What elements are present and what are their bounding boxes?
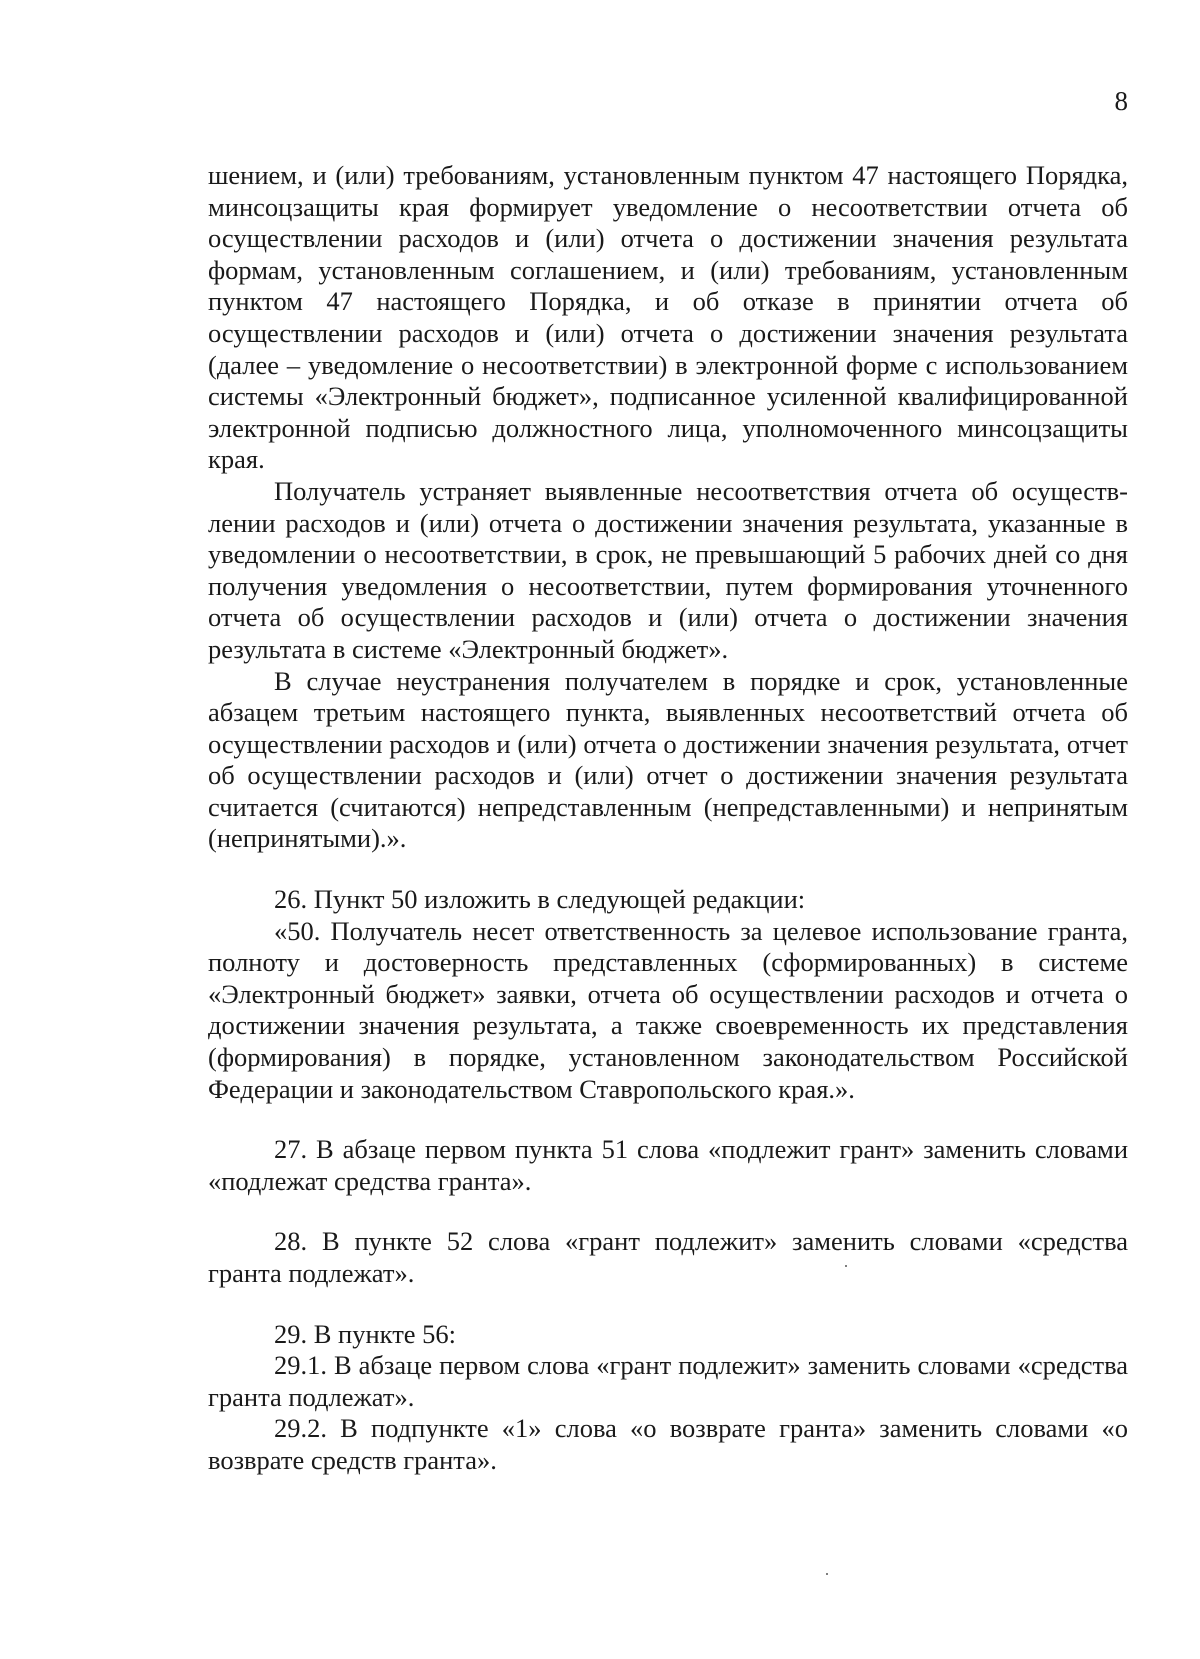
paragraph-continuation: шением, и (или) требованиям, установленным пунктом 47 настоящего Порядка, минсоцзащиты края формирует уведомление о несоответствии отчета об осуществлении расходов и (или) отчета о достижении значения результата формам, установленным соглашением, и (или) требованиям, установленным пунктом 47 настоящего Порядка, и об отказе в принятии отчета об осуществлении расходов и (или) отчета о достижении значения результата (далее – уведомление о несоответствии) в электронной форме с использованием системы «Электронный бюджет», подписанное усиленной квалифицированной электронной подписью должностного лица, уполномоченного минсоцзащиты края.: [208, 160, 1128, 475]
item-28: 28. В пункте 52 слова «грант подлежит» заменить словами «средства гранта подлежат».: [208, 1226, 1128, 1288]
item-29-2: 29.2. В подпункте «1» слова «о возврате гранта» заменить словами «о возврате средств гранта».: [208, 1413, 1128, 1475]
scan-speck: [845, 1265, 847, 1267]
item-29-1: 29.1. В абзаце первом слова «грант подлежит» заменить словами «средства гранта подлежат».: [208, 1350, 1128, 1412]
paragraph: Получатель устраняет выявленные несоответствия отчета об осуществлении расходов и (или) отчета о достижении значения результата, указанные в уведомлении о несоответствии, в срок, не превышающий 5 рабочих дней со дня получения уведомления о несоответствии, путем формирования уточненного отчета об осуществлении расходов и (или) отчета о достижении значения результата в системе «Электронный бюджет».: [208, 475, 1128, 664]
page-number: 8: [1114, 86, 1128, 116]
scan-speck: [826, 1573, 828, 1575]
item-50-new-text: «50. Получатель несет ответственность за целевое использование гранта, полноту и достоверность представленных (сформированных) в системе «Электронный бюджет» заявки, отчета об осуществлении расходов и отчета о достижении значения результата, а также своевременность их представления (формирования) в порядке, установленном законодательством Российской Федерации и законодательством Ставропольского края.».: [208, 915, 1128, 1104]
item-29-heading: 29. В пункте 56:: [274, 1318, 457, 1349]
item-27: 27. В абзаце первом пункта 51 слова «подлежит грант» заменить словами «подлежат средства гранта».: [208, 1134, 1128, 1196]
paragraph: В случае неустранения получателем в порядке и срок, установленные абзацем третьим настоящего пункта, выявленных несоответствий отчета об осуществлении расходов и (или) отчета о достижении значения результата, отчет об осуществлении расходов и (или) отчет о достижении значения результата считается (считаются) непредставленным (непредставленными) и непринятым (непринятыми).».: [208, 665, 1128, 854]
item-26-heading: 26. Пункт 50 изложить в следующей редакции:: [274, 884, 806, 915]
document-body: [208, 160, 1128, 1477]
